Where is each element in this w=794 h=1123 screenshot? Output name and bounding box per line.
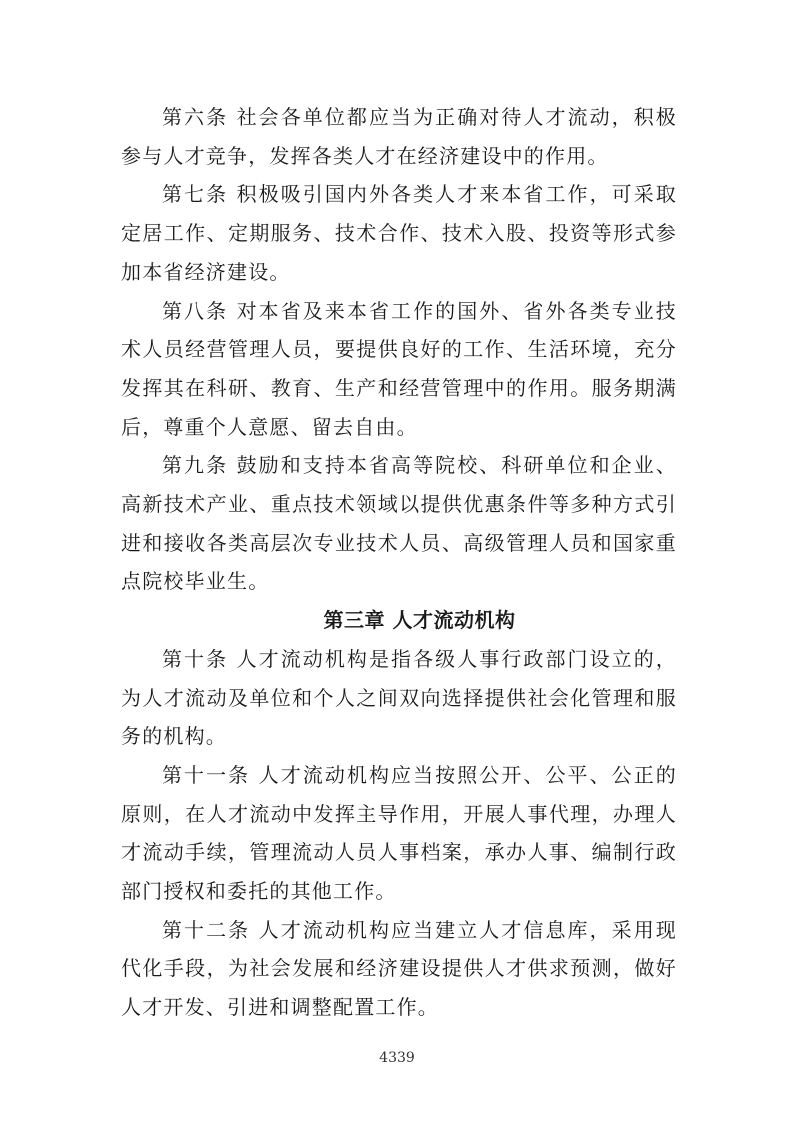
page-number: 4339: [379, 1050, 415, 1066]
article-6: 第六条 社会各单位都应当为正确对待人才流动，积极参与人才竞争，发挥各类人才在经济建设中的作用。: [121, 105, 677, 168]
article-8: 第八条 对本省及来本省工作的国外、省外各类专业技术人员经营管理人员，要提供良好的工作、生活环境，充分发挥其在科研、教育、生产和经营管理中的作用。服务期满后，尊重个人意愿、留去自由。: [121, 298, 677, 439]
article-9: 第九条 鼓励和支持本省高等院校、科研单位和企业、高新技术产业、重点技术领域以提供优惠条件等多种方式引进和接收各类高层次专业技术人员、高级管理人员和国家重点院校毕业生。: [121, 453, 677, 594]
article-10: 第十条 人才流动机构是指各级人事行政部门设立的，为人才流动及单位和个人之间双向选择提供社会化管理和服务的机构。: [121, 646, 677, 749]
article-11: 第十一条 人才流动机构应当按照公开、公平、公正的原则，在人才流动中发挥主导作用，开展人事代理，办理人才流动手续，管理流动人员人事档案，承办人事、编制行政部门授权和委托的其他工作。: [121, 762, 677, 904]
document-body: [121, 98, 677, 1027]
article-7: 第七条 积极吸引国内外各类人才来本省工作，可采取定居工作、定期服务、技术合作、技术入股、投资等形式参加本省经济建设。: [121, 182, 677, 284]
article-12: 第十二条 人才流动机构应当建立人才信息库，采用现代化手段，为社会发展和经济建设提供人才供求预测，做好人才开发、引进和调整配置工作。: [121, 917, 677, 1020]
chapter-heading: 第三章 人才流动机构: [323, 608, 516, 633]
